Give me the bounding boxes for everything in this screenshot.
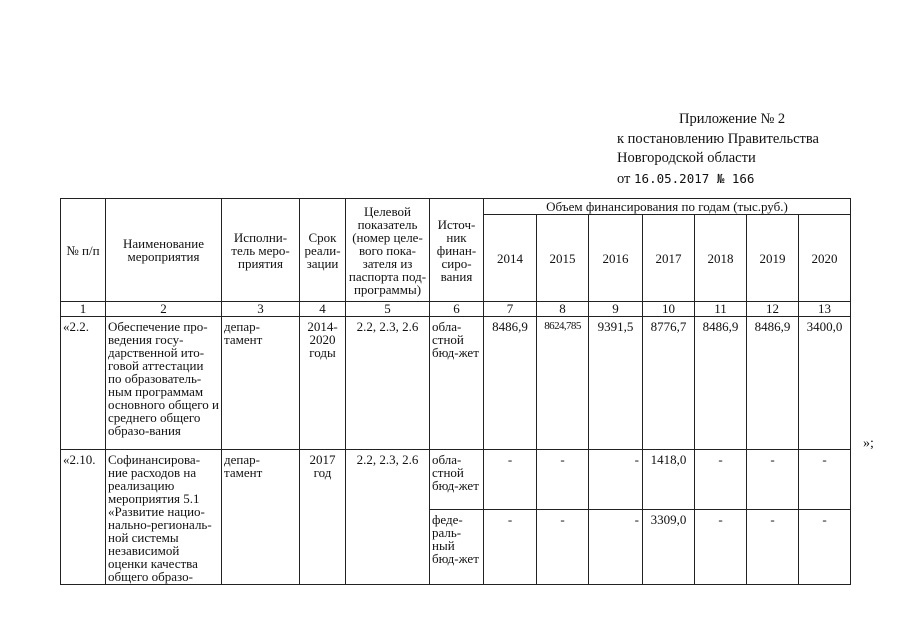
value-2020: - (799, 450, 851, 510)
header-term: Срок реали-зации (300, 199, 346, 302)
header-executor: Исполни-тель меро-приятия (222, 199, 300, 302)
year-2019: 2019 (747, 215, 799, 302)
table-row (61, 317, 851, 450)
value-2019: - (747, 450, 799, 510)
document-header (617, 110, 819, 189)
value-2015: - (537, 509, 589, 584)
col-num-5: 5 (346, 302, 430, 317)
value-2015: - (537, 450, 589, 510)
year-2015: 2015 (537, 215, 589, 302)
value-2018: 8486,9 (695, 317, 747, 450)
appendix-title: Приложение № 2 (679, 111, 786, 127)
col-num-13: 13 (799, 302, 851, 317)
value-2018: - (695, 450, 747, 510)
value-2017: 8776,7 (643, 317, 695, 450)
year-2020: 2020 (799, 215, 851, 302)
header-funding: Объем финансирования по годам (тыс.руб.) (484, 199, 851, 215)
row-target: 2.2, 2.3, 2.6 (346, 450, 430, 585)
row-executor: депар-тамент (222, 450, 300, 585)
col-num-12: 12 (747, 302, 799, 317)
row-term: 2014-2020 годы (300, 317, 346, 450)
header-row-1 (61, 199, 851, 215)
date-prefix: от (617, 170, 631, 187)
handwritten-date-number: 16.05.2017 № 166 (634, 170, 755, 186)
col-num-10: 10 (643, 302, 695, 317)
col-num-11: 11 (695, 302, 747, 317)
header-num: № п/п (61, 199, 106, 302)
table-row (61, 450, 851, 510)
row-target: 2.2, 2.3, 2.6 (346, 317, 430, 450)
value-2020: - (799, 509, 851, 584)
value-2019: 8486,9 (747, 317, 799, 450)
col-num-2: 2 (106, 302, 222, 317)
value-2017: 1418,0 (643, 450, 695, 510)
row-source: обла-стной бюд-жет (430, 317, 484, 450)
col-num-9: 9 (589, 302, 643, 317)
row-num: «2.10. (61, 450, 106, 585)
value-2020: 3400,0 (799, 317, 851, 450)
value-2015: 8624,785 (537, 317, 589, 450)
col-num-3: 3 (222, 302, 300, 317)
row-name: Обеспечение про-ведения госу-дарственной ито-говой аттестации по образователь-ным программам основного общего и среднего общего образо-вания (106, 317, 222, 450)
year-2018: 2018 (695, 215, 747, 302)
year-2017: 2017 (643, 215, 695, 302)
row-num: «2.2. (61, 317, 106, 450)
row-source-federal: феде-раль-ный бюд-жет (430, 509, 484, 584)
row-name: Софинансирова-ние расходов на реализацию мероприятия 5.1 «Развитие нацио-нально-региональ-ной системы независимой оценки качества общего образо- (106, 450, 222, 585)
col-num-4: 4 (300, 302, 346, 317)
header-source: Источ-ник финан-сиро-вания (430, 199, 484, 302)
region-name: Новгородской области (617, 150, 756, 166)
header-target: Целевой показатель (номер целе-вого пока-зателя из паспорта под-программы) (346, 199, 430, 302)
col-num-7: 7 (484, 302, 537, 317)
col-num-1: 1 (61, 302, 106, 317)
column-number-row (61, 302, 851, 317)
col-num-8: 8 (537, 302, 589, 317)
value-2014: - (484, 450, 537, 510)
row-term: 2017 год (300, 450, 346, 585)
value-2016: - (589, 450, 643, 510)
decree-date-line (617, 169, 819, 190)
value-2019: - (747, 509, 799, 584)
value-2018: - (695, 509, 747, 584)
row-closing-quote: »; (863, 436, 874, 451)
value-2016: 9391,5 (589, 317, 643, 450)
funding-table (60, 198, 851, 585)
value-2016: - (589, 509, 643, 584)
row-executor: депар-тамент (222, 317, 300, 450)
year-2016: 2016 (589, 215, 643, 302)
header-name: Наименование мероприятия (106, 199, 222, 302)
value-2017: 3309,0 (643, 509, 695, 584)
row-source-regional: обла-стной бюд-жет (430, 450, 484, 510)
year-2014: 2014 (484, 215, 537, 302)
decree-reference: к постановлению Правительства (617, 130, 819, 147)
value-2014: - (484, 509, 537, 584)
col-num-6: 6 (430, 302, 484, 317)
value-2014: 8486,9 (484, 317, 537, 450)
